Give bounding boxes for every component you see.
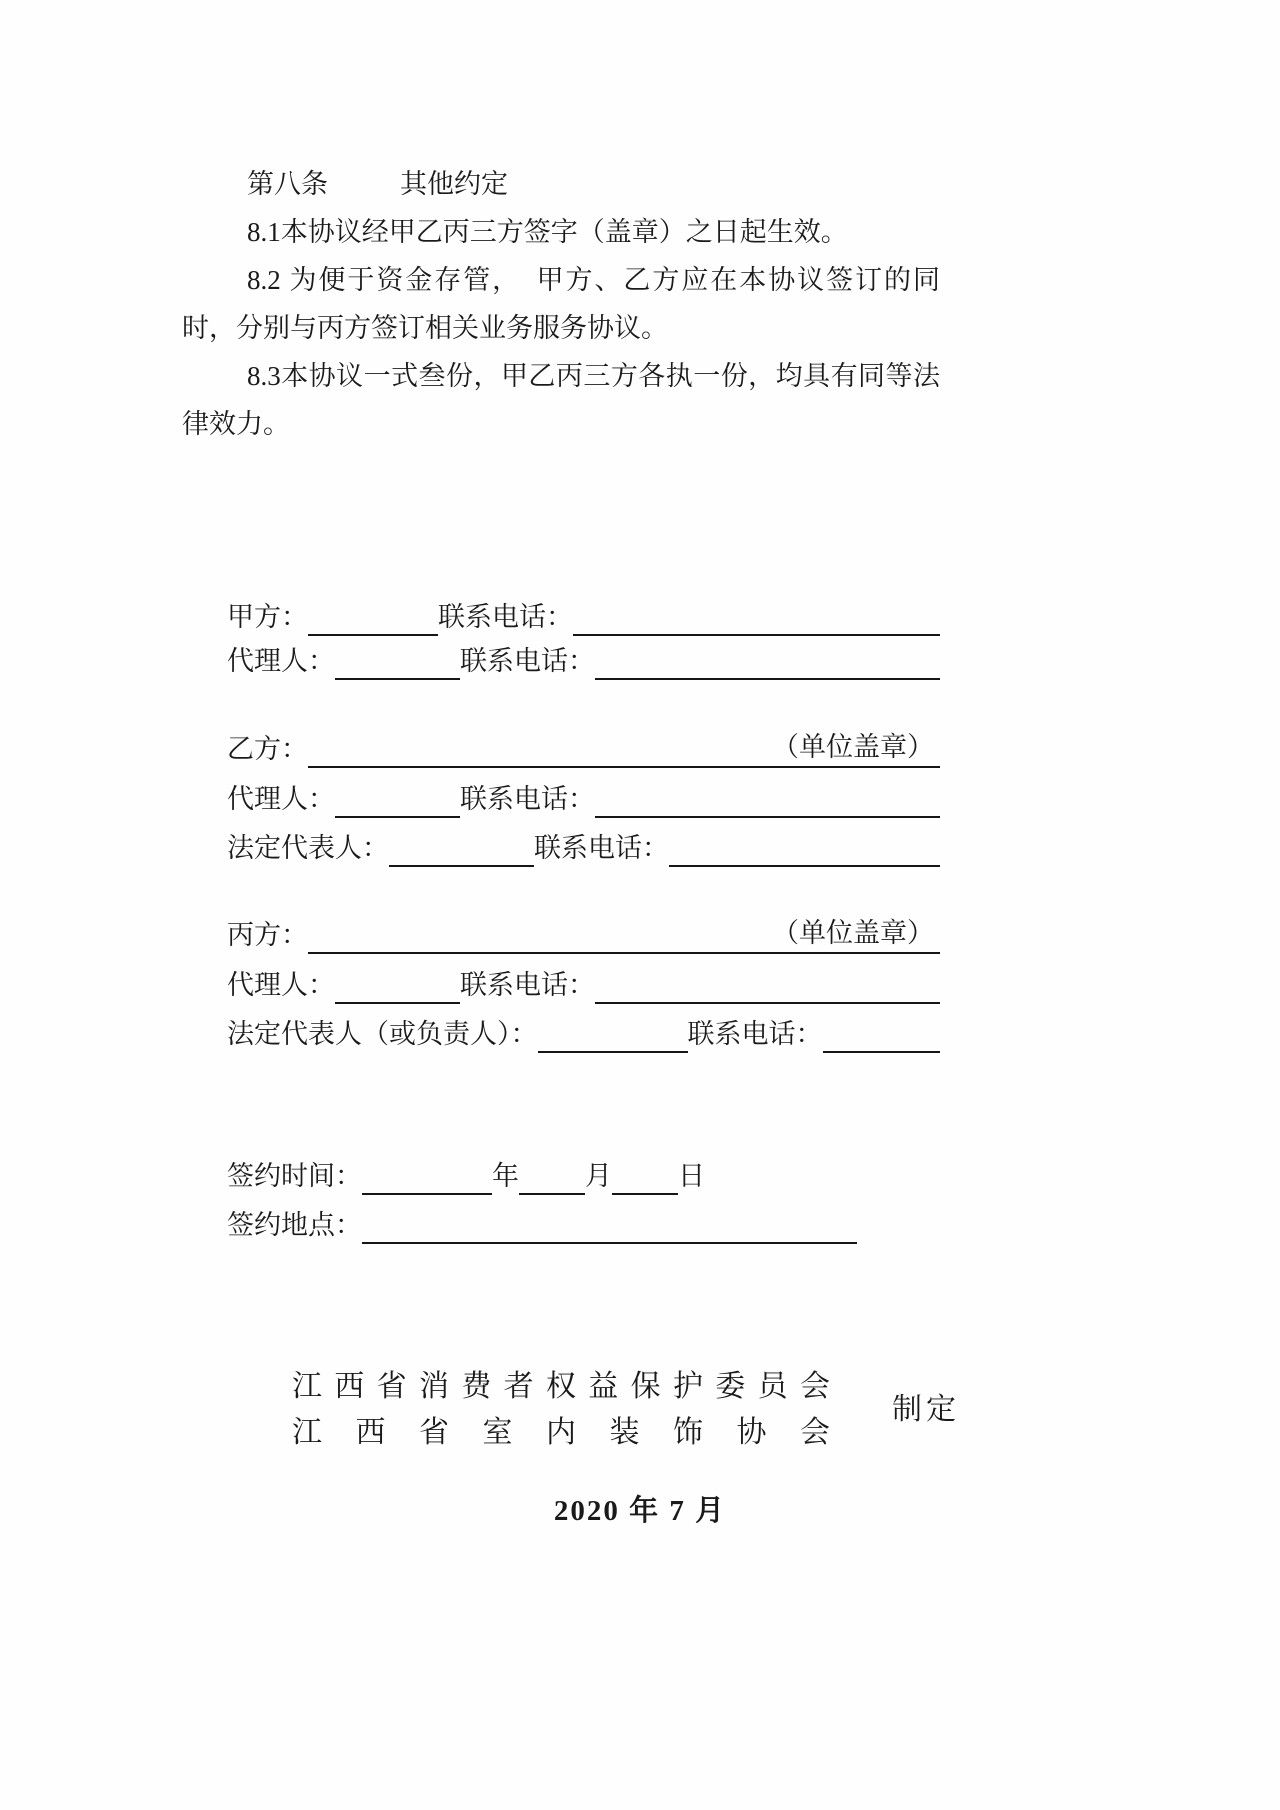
sign-time-label: 签约时间： [227, 1161, 362, 1191]
org-char: 保 [630, 1370, 661, 1403]
party-c-legal-rep-label: 法定代表人（或负责人）： [227, 1019, 538, 1049]
sign-time-row [227, 1155, 940, 1195]
party-a-agent-row [227, 640, 940, 680]
org-char: 权 [545, 1370, 576, 1403]
org-char: 西 [334, 1370, 365, 1403]
party-c-legal-rep-phone-blank [823, 1013, 941, 1053]
org-char: 护 [672, 1370, 703, 1403]
clause-8-3: 8.3本协议一式叁份，甲乙丙三方各执一份，均具有同等法律效力。 [182, 361, 940, 439]
clause-8-1: 8.1本协议经甲乙丙三方签字（盖章）之日起生效。 [247, 217, 848, 247]
sign-place-row [227, 1204, 940, 1244]
party-b-legal-rep-phone-label: 联系电话： [534, 833, 669, 863]
org-char: 内 [546, 1416, 576, 1449]
org-char: 消 [418, 1370, 449, 1403]
org-char: 西 [355, 1416, 386, 1449]
article-title: 其他约定 [400, 169, 508, 199]
party-a-phone-label: 联系电话： [438, 602, 573, 632]
party-c-legal-rep-name-blank [538, 1013, 688, 1053]
org-char: 省 [376, 1370, 407, 1403]
org-char: 室 [482, 1416, 513, 1449]
party-c-agent-label: 代理人： [227, 970, 335, 1000]
org-char: 协 [736, 1416, 767, 1449]
org-char: 江 [292, 1416, 322, 1449]
org-char: 者 [503, 1370, 534, 1403]
party-b-legal-rep-row [227, 827, 940, 867]
footer-issuers [292, 1360, 960, 1452]
article-8-section [182, 160, 940, 448]
party-c-agent-phone-blank [595, 964, 940, 1004]
month-label: 月 [585, 1161, 612, 1191]
party-b-agent-phone-blank [595, 778, 940, 818]
enacted-by-label: 制定 [892, 1393, 960, 1426]
party-c-legal-rep-row [227, 1013, 940, 1053]
party-b-agent-phone-label: 联系电话： [460, 784, 595, 814]
party-c-agent-name-blank [335, 964, 460, 1004]
party-c-agent-row [227, 964, 940, 1004]
party-a-phone-blank [573, 596, 940, 636]
party-c-legal-rep-phone-label: 联系电话： [687, 1019, 823, 1049]
party-c-name-blank [308, 914, 940, 954]
party-b-name-blank [308, 728, 940, 768]
org-char: 委 [715, 1370, 746, 1403]
party-c-label: 丙方： [227, 920, 308, 950]
party-a-row [227, 596, 940, 636]
party-b-agent-name-blank [335, 778, 460, 818]
org-char: 江 [292, 1370, 322, 1403]
issuer-names [292, 1360, 830, 1452]
sign-month-blank [519, 1155, 585, 1195]
org-char: 省 [419, 1416, 449, 1449]
party-b-row [227, 728, 940, 768]
sign-year-blank [362, 1155, 492, 1195]
party-c-seal-note: （单位盖章） [772, 918, 934, 948]
org-char: 装 [609, 1416, 640, 1449]
party-b-legal-rep-name-blank [389, 827, 534, 867]
org-char: 益 [588, 1370, 619, 1403]
issuer-org-1 [292, 1360, 830, 1406]
party-a-agent-label: 代理人： [227, 646, 335, 676]
year-label: 年 [492, 1161, 519, 1191]
clause-8-2: 8.2 为便于资金存管， 甲方、乙方应在本协议签订的同时，分别与丙方签订相关业务服务协议。 [182, 265, 940, 343]
party-b-seal-note: （单位盖章） [772, 732, 934, 762]
party-a-agent-name-blank [335, 640, 460, 680]
party-b-legal-rep-label: 法定代表人： [227, 833, 389, 863]
party-b-label: 乙方： [227, 734, 308, 764]
org-char: 员 [757, 1370, 788, 1403]
org-char: 费 [461, 1370, 492, 1403]
party-b-legal-rep-phone-blank [669, 827, 940, 867]
party-c-agent-phone-label: 联系电话： [460, 970, 595, 1000]
party-b-agent-row [227, 778, 940, 818]
publication-date: 2020 年 7 月 [553, 1495, 727, 1527]
org-char: 饰 [673, 1416, 703, 1449]
article-8-heading [182, 160, 940, 208]
party-b-agent-label: 代理人： [227, 784, 335, 814]
org-char: 会 [800, 1416, 830, 1449]
issuer-org-2 [292, 1406, 830, 1452]
sign-day-blank [612, 1155, 678, 1195]
sign-place-blank [362, 1204, 857, 1244]
sign-place-label: 签约地点： [227, 1210, 362, 1240]
org-char: 会 [799, 1370, 830, 1403]
party-a-name-blank [308, 596, 438, 636]
day-label: 日 [678, 1161, 705, 1191]
article-number: 第八条 [247, 169, 328, 199]
party-c-row [227, 914, 940, 954]
party-a-agent-phone-blank [595, 640, 940, 680]
party-a-label: 甲方： [227, 602, 308, 632]
party-a-agent-phone-label: 联系电话： [460, 646, 595, 676]
